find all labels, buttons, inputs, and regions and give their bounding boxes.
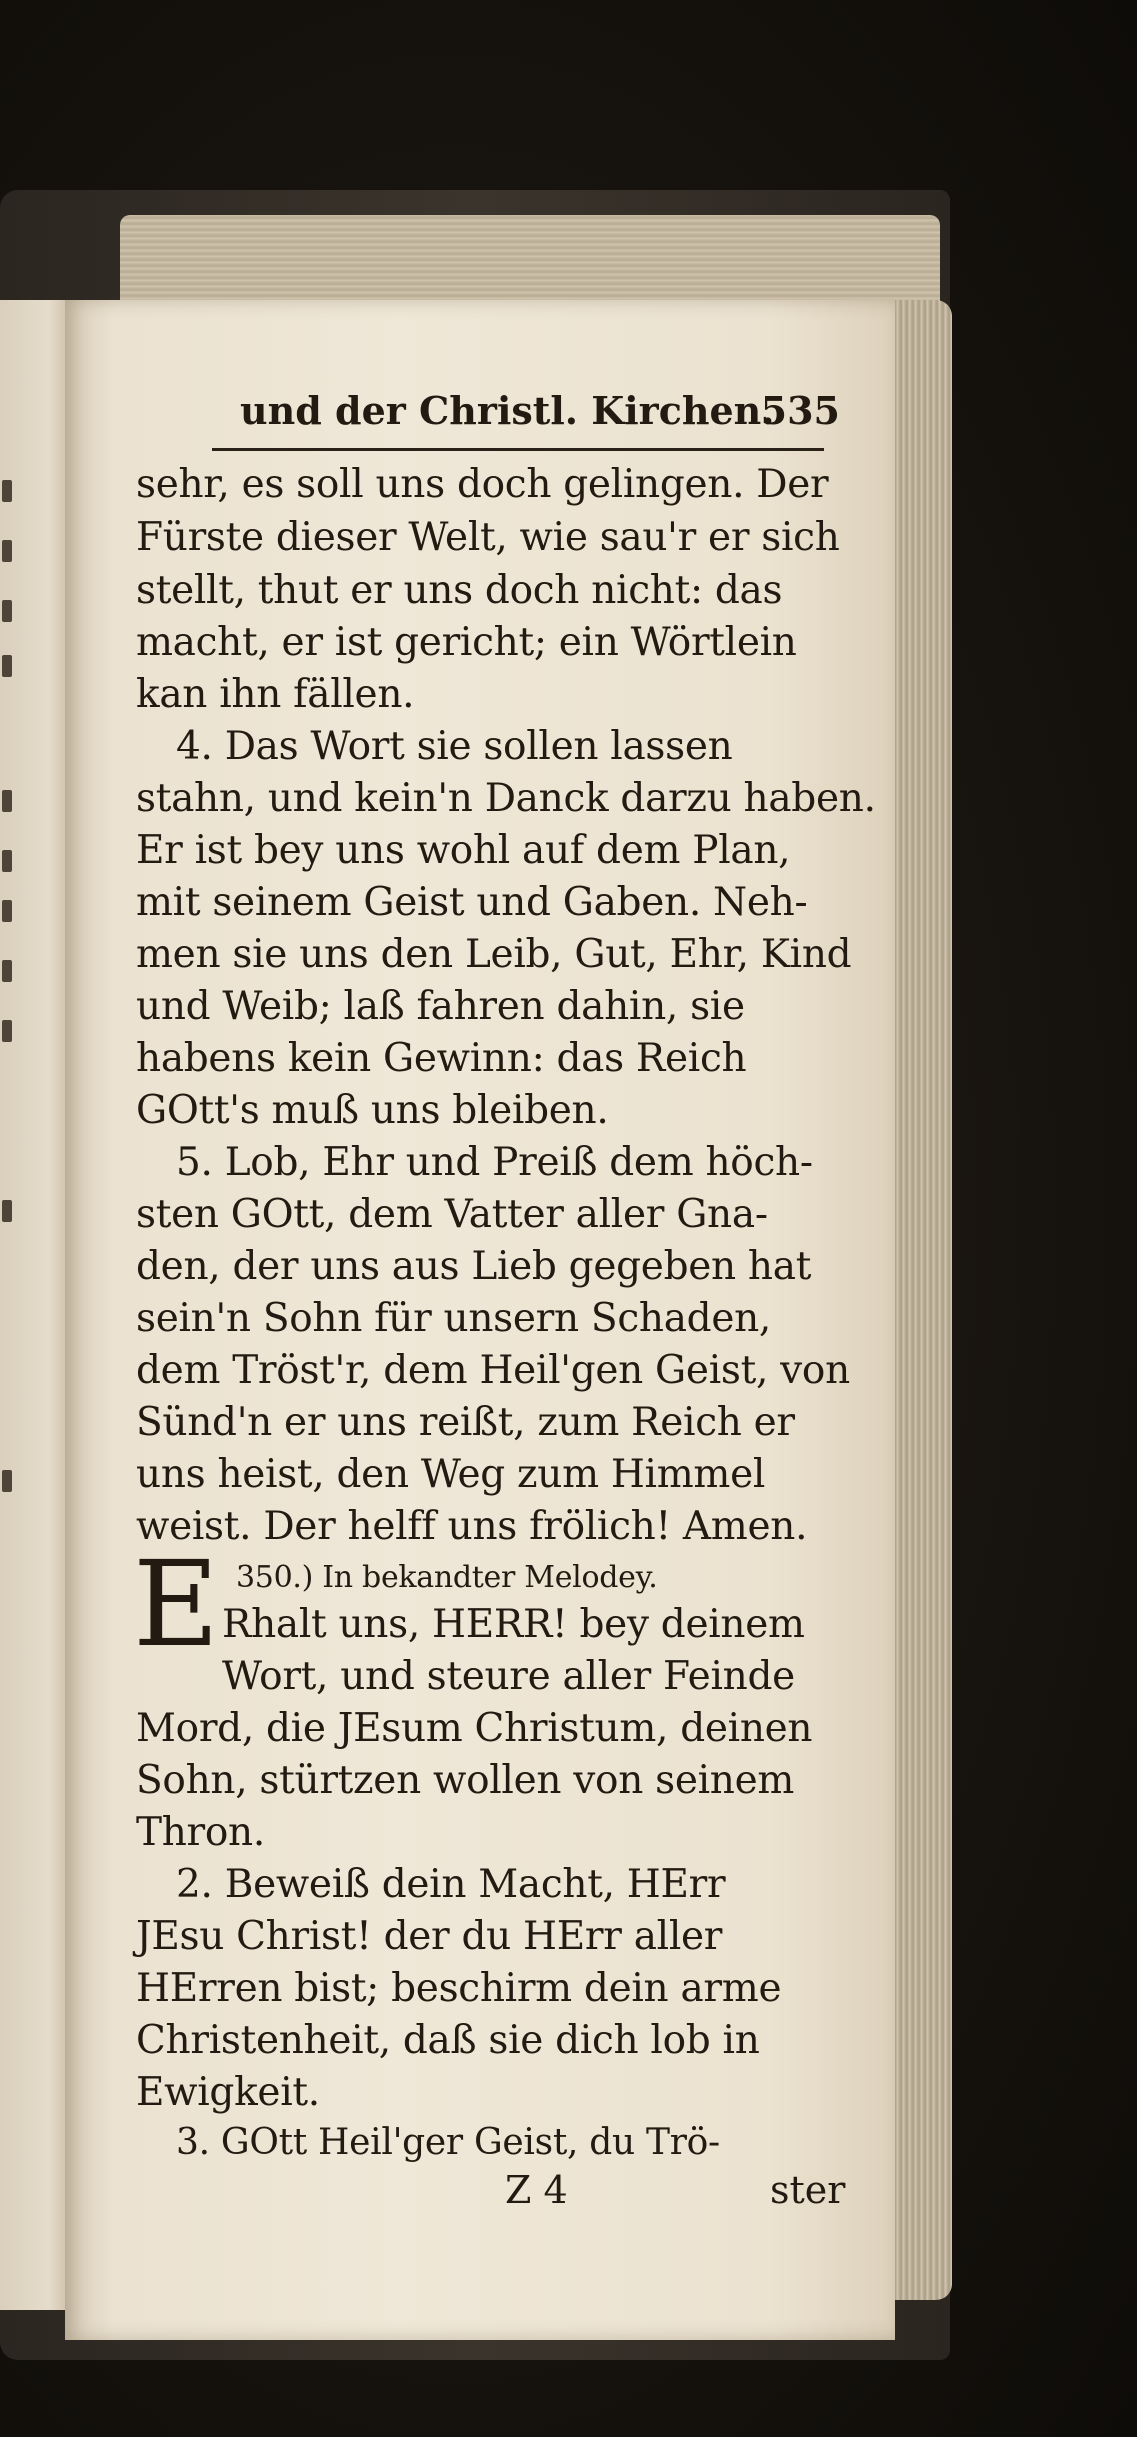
text-line: kan ihn fällen. xyxy=(136,672,415,717)
text-line: Rhalt uns, HERR! bey deinem xyxy=(222,1602,805,1647)
text-line: Wort, und steure aller Feinde xyxy=(222,1654,795,1699)
text-line: Mord, die JEsum Christum, deinen xyxy=(136,1706,813,1751)
text-line: den, der uns aus Lieb gegeben hat xyxy=(136,1244,812,1289)
text-line: Sünd'n er uns reißt, zum Reich er xyxy=(136,1400,795,1445)
text-line: Ewigkeit. xyxy=(136,2070,320,2115)
verse-start: 2. Beweiß dein Macht, HErr xyxy=(176,1862,726,1907)
text-line: macht, er ist gericht; ein Wörtlein xyxy=(136,620,797,665)
hymn-heading: 350.) In bekandter Melodey. xyxy=(236,1560,658,1595)
verse-start: 3. GOtt Heil'ger Geist, du Trö- xyxy=(176,2122,720,2163)
signature-mark: Z 4 xyxy=(505,2168,568,2212)
text-line: GOtt's muß uns bleiben. xyxy=(136,1088,609,1133)
text-line: und Weib; laß fahren dahin, sie xyxy=(136,984,745,1029)
text-line: Fürste dieser Welt, wie sau'r er sich xyxy=(136,515,840,560)
text-line: HErren bist; beschirm dein arme xyxy=(136,1966,782,2011)
text-line: sein'n Sohn für unsern Schaden, xyxy=(136,1296,772,1341)
text-line: sten GOtt, dem Vatter aller Gna- xyxy=(136,1192,768,1237)
verse-start: 4. Das Wort sie sollen lassen xyxy=(176,724,733,769)
text-line: JEsu Christ! der du HErr aller xyxy=(136,1914,723,1959)
text-line: habens kein Gewinn: das Reich xyxy=(136,1036,747,1081)
text-line: weist. Der helff uns frölich! Amen. xyxy=(136,1504,808,1549)
text-line: stellt, thut er uns doch nicht: das xyxy=(136,568,783,613)
text-line: men sie uns den Leib, Gut, Ehr, Kind xyxy=(136,932,852,977)
running-header xyxy=(240,388,840,433)
header-rule xyxy=(212,448,824,451)
left-page-text-fragments xyxy=(0,480,20,1480)
drop-capital: E xyxy=(133,1535,220,1673)
text-line: Christenheit, daß sie dich lob in xyxy=(136,2018,760,2063)
verse-start: 5. Lob, Ehr und Preiß dem höch- xyxy=(176,1140,813,1185)
text-line: mit seinem Geist und Gaben. Neh- xyxy=(136,880,808,925)
page-number: 535 xyxy=(760,388,840,433)
text-line: sehr, es soll uns doch gelingen. Der xyxy=(136,462,829,507)
text-line: dem Tröst'r, dem Heil'gen Geist, von xyxy=(136,1348,850,1393)
text-line: Thron. xyxy=(136,1810,265,1855)
text-line: Sohn, stürtzen wollen von seinem xyxy=(136,1758,795,1803)
text-line: stahn, und kein'n Danck darzu haben. xyxy=(136,776,876,821)
catchword: ster xyxy=(770,2168,846,2212)
running-title: und der Christl. Kirchen. xyxy=(240,388,775,433)
text-line: Er ist bey uns wohl auf dem Plan, xyxy=(136,828,791,873)
text-line: uns heist, den Weg zum Himmel xyxy=(136,1452,766,1497)
